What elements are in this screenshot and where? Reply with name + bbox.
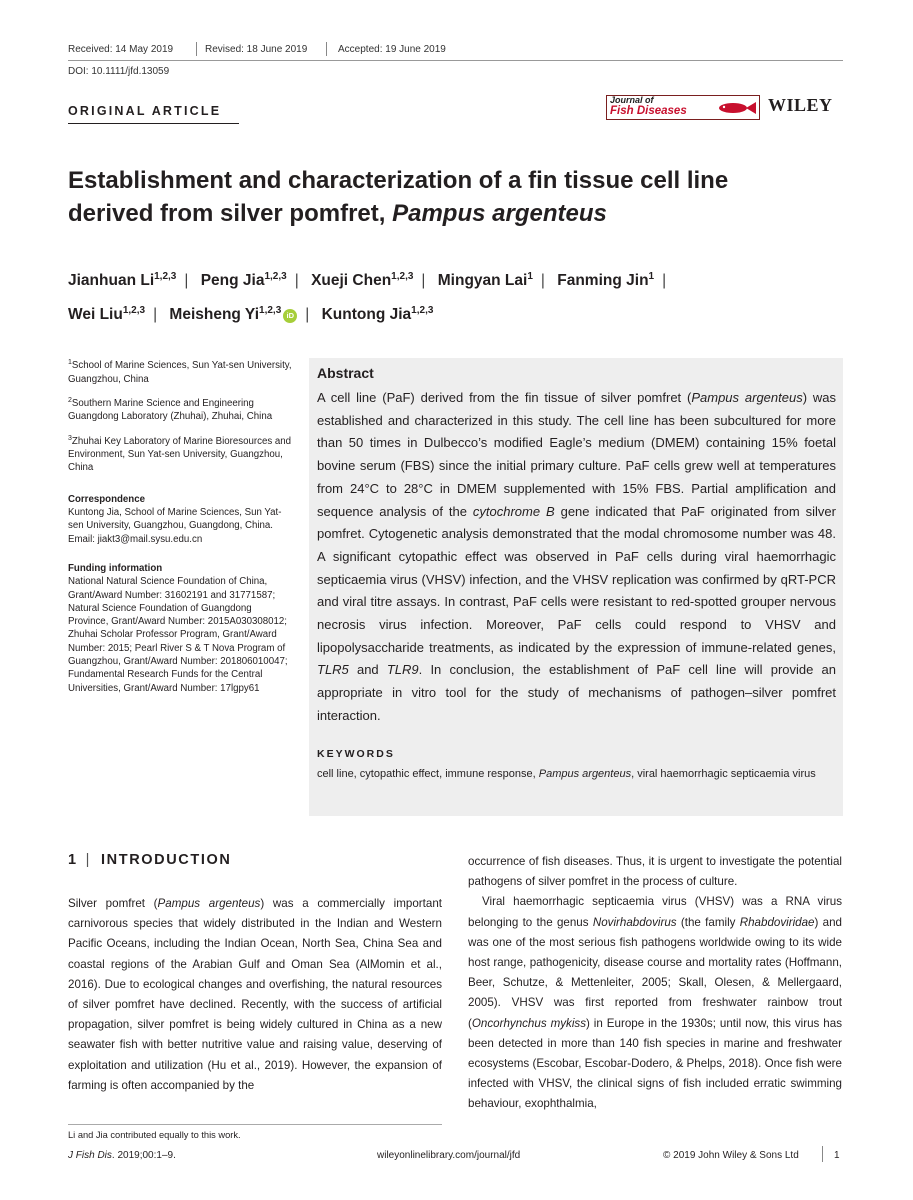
correspondence [68,493,293,546]
author-name: Xueji Chen [311,272,392,290]
body-span: ) was a commercially important carnivorous species that widely distributed in the Indian and Western Pacific Oceans, including the Indian Ocean, North Sea, China Sea and coastal regions of the Arabian Gulf and Oman Sea (AlMomin et al., 2016). Due to ecological changes and overfishing, the natural resources of silver pomfret have declined. Recently, with the success of artificial propagation, silver pomfret is being widely cultured in China as a new seawater fish with better nutritive value and raising value, deserving of exploitation and utilization (Hu et al., 2019). However, the expansion of farming is often accompanied by the [68,897,442,1092]
accepted-date: Accepted: 19 June 2019 [338,44,446,55]
footer-divider [822,1146,823,1162]
body-italic: Novirhabdovirus [592,915,677,929]
side-info [68,356,293,703]
footnote: Li and Jia contributed equally to this work. [68,1130,241,1140]
author-separator: | [305,306,310,324]
fish-icon [715,99,757,116]
journal-logo-main: Fish Diseases [610,105,687,117]
author-affiliation: 1 [648,271,655,282]
author-name: Meisheng Yi [169,306,260,324]
body-span: Viral haemorrhagic septicaemia virus (VHSV) was a RNA virus belonging to the genus [468,895,842,929]
author-row-2 [68,296,848,330]
body-span: Silver pomfret ( [68,897,158,910]
author-name: Mingyan Lai [437,272,528,290]
footer-copyright: © 2019 John Wiley & Sons Ltd [663,1150,799,1161]
author-affiliation: 1,2,3 [411,305,434,317]
section-separator: | [85,852,92,868]
author[interactable] [438,272,533,289]
article-type: ORIGINAL ARTICLE [68,104,222,118]
abstract-heading: Abstract [317,365,374,381]
affiliation [68,432,293,475]
footer-volume: . 2019;00:1–9. [111,1150,176,1161]
affiliation-number: 1 [68,359,72,366]
abstract-italic: cytochrome B [472,503,555,519]
footer-journal: J Fish Dis [68,1150,112,1161]
affiliation-text: Zhuhai Key Laboratory of Marine Bioresources and Environment, Sun Yat-sen University, Guangzhou, China [68,435,292,474]
received-date: Received: 14 May 2019 [68,44,174,55]
abstract-box [309,358,843,816]
abstract-italic: Pampus argenteus [691,390,803,405]
author[interactable] [169,306,297,323]
affiliation [68,394,293,424]
abstract-italic: TLR5 [317,662,349,678]
funding-label: Funding information [68,562,163,574]
correspondence-text: Kuntong Jia, School of Marine Sciences, Sun Yat-sen University, Guangzhou, Guangdong, China. [68,507,282,532]
author-separator: | [184,272,189,290]
author-name: Fanming Jin [557,272,649,290]
abstract-span: and [348,662,387,678]
author[interactable] [68,272,176,289]
correspondence-label: Correspondence [68,493,145,505]
intro-left-column [68,894,442,1096]
article-title [68,164,848,230]
author[interactable] [322,306,434,323]
author[interactable] [201,272,287,289]
author-affiliation: 1 [527,271,533,282]
header-rule [68,60,843,61]
section-heading [68,852,231,868]
intro-right-column [468,852,842,1115]
affiliation-number: 3 [68,434,72,442]
article-type-underline [68,123,239,124]
affiliation [68,356,293,386]
author[interactable] [68,306,145,323]
section-title: INTRODUCTION [101,852,232,868]
footer-citation [68,1150,176,1161]
author-affiliation: 1,2,3 [264,271,287,282]
body-italic: Oncorhynchus mykiss [471,1016,586,1030]
affiliation-text: School of Marine Sciences, Sun Yat-sen University, Guangzhou, China [68,360,292,385]
author-affiliation: 1,2,3 [154,271,177,282]
author-affiliation: 1,2,3 [391,271,414,282]
author-affiliation: 1,2,3 [122,305,146,317]
keywords-italic: Pampus argenteus [538,768,632,780]
author-name: Jianhuan Li [68,272,155,290]
author-separator: | [294,272,299,290]
abstract-span: A cell line (PaF) derived from the fin tissue of silver pomfret ( [317,390,692,405]
author[interactable] [557,272,654,289]
body-italic: Rhabdoviridae [739,915,815,929]
author-name: Wei Liu [68,306,123,324]
author-list [68,262,848,330]
keywords-span: cell line, cytopathic effect, immune response, [317,768,539,780]
author-name: Peng Jia [200,272,265,290]
keywords-span: , viral haemorrhagic septicaemia virus [631,768,816,780]
author-separator: | [540,272,545,290]
body-italic: Pampus argenteus [157,897,261,910]
body-paragraph [468,892,842,1114]
abstract-span: ) was established and characterized in this study. The cell line has been subcultured for more than 50 times in Dulbecco’s modified Eagle’s medium (DMEM) containing 15% foetal bovine serum (FBS) since the initial primary culture. PaF cells grew well at temperatures from 24°C to 28°C in DMEM supplemented with 15% FBS. Partial amplification and sequence analysis of the [317,390,836,519]
title-line-1: Establishment and characterization of a fin tissue cell line [68,167,729,194]
doi[interactable]: DOI: 10.1111/jfd.13059 [68,66,170,77]
author[interactable] [311,272,413,289]
body-span: ) and was one of the most serious fish pathogens worldwide owing to its wide host range, pathogenicity, disease course and mortality rates (Hoffmann, Beer, Schutze, & Mettenleiter, 2005; Skall, Olesen, & Mellergaard, 2005). VHSV was first reported from freshwater rainbow trout ( [468,915,842,1030]
publisher-logo: WILEY [768,95,833,115]
title-line-2 [68,197,848,230]
header-divider [326,42,327,56]
abstract-text [317,387,836,728]
funding [68,562,293,695]
abstract-italic: TLR9 [386,662,419,678]
affiliation-number: 2 [68,396,72,404]
author-row-1 [68,262,848,296]
abstract-span: . In conclusion, the establishment of PaF cell line will provide an appropriate in vitro tool for the study of mechanisms of pathogen–silver pomfret interaction. [317,662,836,723]
author-name: Kuntong Jia [321,306,412,324]
page-number: 1 [834,1150,840,1161]
keywords-heading: KEYWORDS [317,748,395,760]
revised-date: Revised: 18 June 2019 [205,44,308,55]
title-species: Pampus argenteus [392,200,607,227]
affiliation-text: Southern Marine Science and Engineering Guangdong Laboratory (Zhuhai), Zhuhai, China [68,398,273,423]
author-separator: | [662,272,667,290]
author-separator: | [153,306,158,324]
journal-logo-top: Journal of [610,95,654,105]
footnote-rule [68,1124,442,1125]
title-text: derived from silver pomfret, [68,200,393,227]
footer-url[interactable]: wileyonlinelibrary.com/journal/jfd [377,1150,521,1161]
keywords-text [317,766,817,784]
author-separator: | [421,272,426,290]
author-affiliation: 1,2,3 [259,305,282,317]
journal-logo [606,95,760,120]
correspondence-email[interactable]: Email: jiakt3@mail.sysu.edu.cn [68,533,203,545]
orcid-icon[interactable]: iD [283,309,297,323]
body-paragraph: occurrence of fish diseases. Thus, it is urgent to investigate the potential pathogens of silver pomfret in the process of culture. [468,855,842,889]
body-span: ) in Europe in the 1930s; until now, this virus has been detected in more than 140 fish species in marine and freshwater ecosystems (Escobar, Escobar-Dodero, & Phelps, 2018). Once fish were infected with VHSV, the clinical signs of fish included erratic swimming behaviour, exophthalmia, [468,1016,842,1111]
body-span: (the family [676,915,740,929]
section-number: 1 [68,852,78,868]
funding-text: National Natural Science Foundation of China, Grant/Award Number: 31602191 and 31771587; Natural Science Foundation of Guangdong Province, Grant/Award Number: 2015A030308012; Zhuhai Scholar Professor Program, Grant/Award Number: 2015; Pearl River S & T Nova Program of Guangzhou, Grant/Award Number: 201806010047; Fundamental Research Funds for the Central Universities, Grant/Award Number: 17lgpy61 [68,576,288,694]
header-divider [196,42,197,56]
abstract-span: gene indicated that PaF originated from silver pomfret. Cytogenetic analysis demonstrated that the modal chromosome number was 48. A significant cytopathic effect was observed in PaF cells during viral haemorrhagic septicaemia virus (VHSV) infection, and the VHSV replication was confirmed by qRT-PCR and viral titre assays. In contrast, PaF cells were resistant to red-spotted grouper nervous necrosis virus infection. Moreover, PaF cells could respond to VHSV and lipopolysaccharide treatments, as indicated by the expression of immune-related genes, [317,503,836,655]
